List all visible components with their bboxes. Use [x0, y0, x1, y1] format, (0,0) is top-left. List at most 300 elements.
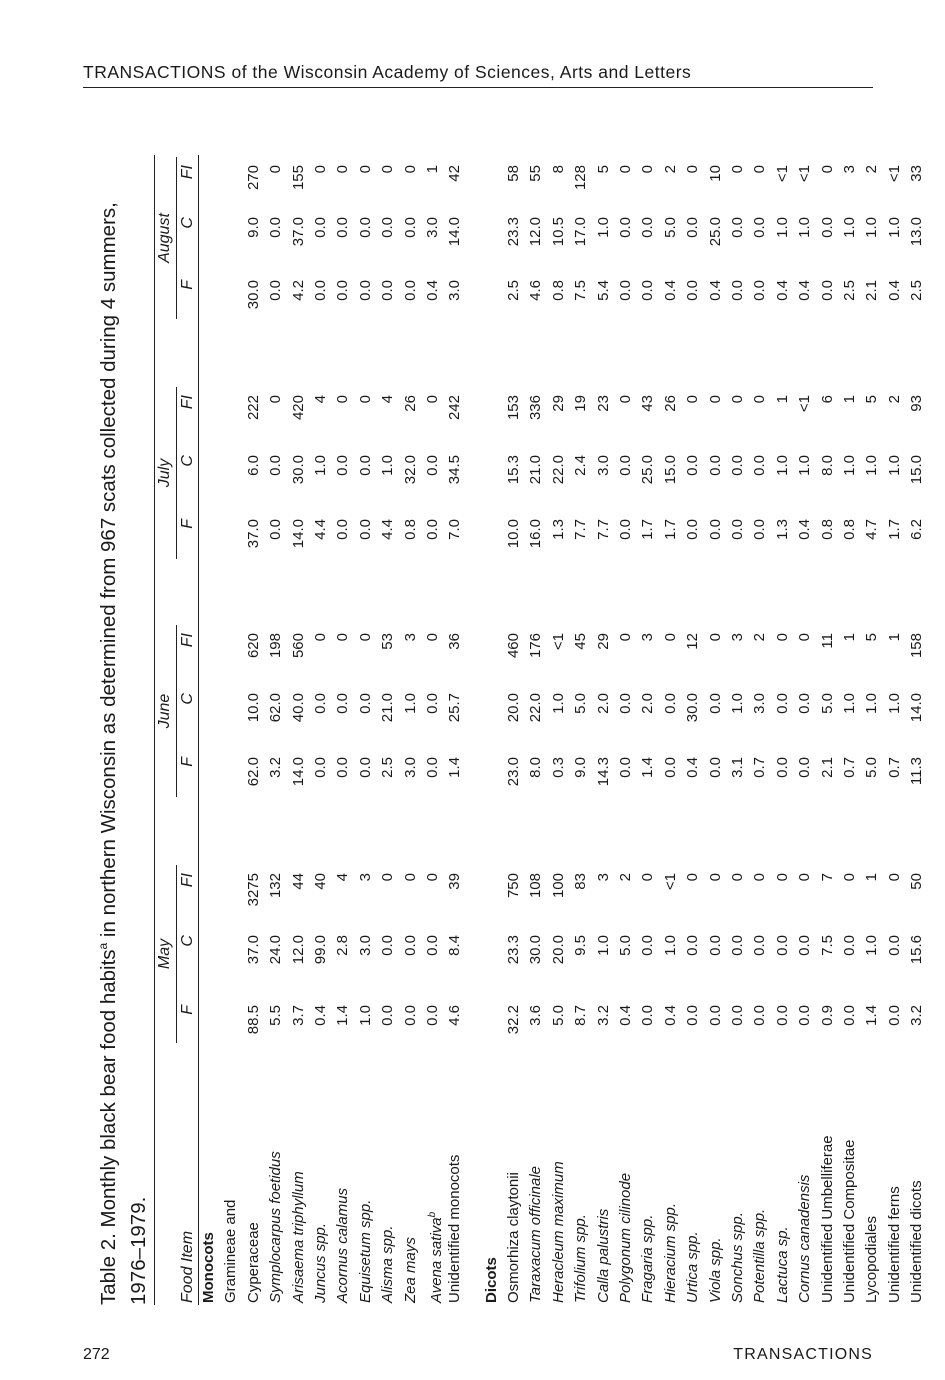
table-cell: 1.0: [549, 693, 567, 714]
table-cell: 158: [908, 633, 926, 659]
food-item-label: [637, 1215, 659, 1303]
food-item-label: [400, 1237, 422, 1303]
table-cell: 14.0: [289, 519, 307, 549]
table-cell: 4: [311, 395, 329, 404]
table-cell: 21.0: [527, 455, 545, 485]
table-cell: <1: [549, 633, 567, 651]
table-cell: 0.0: [728, 935, 746, 956]
table-cell: 4: [334, 873, 352, 882]
table-cell: 0.0: [751, 519, 769, 540]
table-cell: 108: [527, 873, 545, 899]
section-spacer: [467, 155, 481, 1305]
table-cell: 3: [840, 165, 858, 174]
caption-suffix: in northern Wisconsin as determined from 967 scats collected during 4 summers, 1976–1979.: [96, 202, 150, 1305]
table-cell: 0: [639, 165, 657, 174]
table-cell: 2.5: [840, 280, 858, 301]
table-cell: 0.0: [423, 519, 441, 540]
table-cell: 0.0: [617, 519, 635, 540]
table-row: [444, 155, 466, 1305]
table-cell: 32.2: [505, 1005, 523, 1035]
table-row: [288, 155, 310, 1305]
table-cell: 0.0: [334, 757, 352, 778]
table-cell: 1.0: [863, 693, 881, 714]
table-cell: 0.0: [684, 935, 702, 956]
table-cell: 1.0: [885, 455, 903, 476]
table-cell: 0.0: [401, 217, 419, 238]
table-row: [884, 155, 906, 1305]
table-cell: 26: [401, 395, 419, 412]
table-cell: 0.0: [423, 1005, 441, 1026]
table-cell: 2: [617, 873, 635, 882]
food-item-text: Unidentified Umbelliferae: [818, 1135, 836, 1303]
table-cell: 2.8: [334, 935, 352, 956]
table-cell: 0: [267, 395, 285, 404]
food-habits-table: [198, 155, 929, 1305]
table-cell: 15.3: [505, 455, 523, 485]
table-cell: 23.3: [505, 935, 523, 965]
table-cell: 5.0: [572, 693, 590, 714]
column-header: F: [179, 280, 196, 290]
table-cell: 0: [684, 873, 702, 882]
table-cell: 53: [379, 633, 397, 650]
table-row: [705, 155, 727, 1305]
table-cell: 0: [379, 165, 397, 174]
table-cell: 0.0: [684, 217, 702, 238]
table-cell: 0: [617, 395, 635, 404]
table-cell: 0: [818, 165, 836, 174]
table-cell: 44: [289, 873, 307, 890]
table-cell: 0.4: [796, 519, 814, 540]
table-cell: 1.0: [840, 693, 858, 714]
table-cell: 40.0: [289, 693, 307, 723]
table-row: [906, 155, 928, 1305]
table-cell: 460: [505, 633, 523, 659]
table-cell: 5.0: [818, 693, 836, 714]
food-item-text: Gramineae and: [222, 1199, 240, 1303]
table-cell: 8.4: [446, 935, 464, 956]
table-cell: 0.0: [423, 455, 441, 476]
food-item-label: [727, 1212, 749, 1303]
food-item-label: [570, 1214, 592, 1303]
table-cell: 1.0: [863, 935, 881, 956]
food-item-text: Juncus spp.: [311, 1222, 329, 1303]
food-item-text: Dicots: [482, 1257, 500, 1303]
table-cell: 0.0: [379, 1005, 397, 1026]
table-cell: 0.0: [773, 693, 791, 714]
table-row: [310, 155, 332, 1305]
table-cell: 43: [639, 395, 657, 412]
table-cell: 0.0: [639, 935, 657, 956]
table-cell: 0: [423, 395, 441, 404]
table-cell: 83: [572, 873, 590, 890]
table-cell: 7.5: [572, 280, 590, 301]
table-cell: 0: [684, 165, 702, 174]
table-row: [220, 155, 242, 1305]
table-cell: 0: [706, 395, 724, 404]
table-cell: 0: [356, 395, 374, 404]
table-cell: 1.0: [840, 455, 858, 476]
table-cell: 0.0: [617, 280, 635, 301]
table-cell: 5.4: [594, 280, 612, 301]
food-item-text: Calla palustris: [594, 1208, 612, 1303]
table-cell: 0.7: [840, 757, 858, 778]
table-cell: <1: [885, 165, 903, 183]
table-cell: 1.0: [885, 693, 903, 714]
month-group-rule: [176, 625, 177, 797]
table-cell: 242: [446, 395, 464, 421]
table-cell: 1.0: [594, 217, 612, 238]
table-cell: 4.2: [289, 280, 307, 301]
table-cell: 0.0: [796, 693, 814, 714]
table-cell: 8.0: [527, 757, 545, 778]
food-item-label: [906, 1180, 928, 1303]
table-cell: 0.0: [311, 757, 329, 778]
food-item-label: [615, 1173, 637, 1303]
table-cell: 0: [334, 395, 352, 404]
table-cell: 8.7: [572, 1005, 590, 1026]
table-cell: 23: [594, 395, 612, 412]
table-cell: 0.0: [706, 757, 724, 778]
food-item-text: Unidentified dicots: [908, 1180, 926, 1303]
table-cell: 0.0: [661, 757, 679, 778]
table-cell: 0.0: [728, 280, 746, 301]
table-cell: 270: [244, 165, 262, 191]
table-cell: 0: [773, 873, 791, 882]
table-cell: 0: [751, 395, 769, 404]
table-row: [243, 155, 265, 1305]
table-cell: 2.5: [379, 757, 397, 778]
table-cell: 3.1: [728, 757, 746, 778]
food-item-label: [525, 1166, 547, 1303]
table-cell: 0.0: [818, 217, 836, 238]
table-cell: 3.2: [594, 1005, 612, 1026]
table-row: [332, 155, 354, 1305]
table-cell: 0: [661, 633, 679, 642]
table-row: [794, 155, 816, 1305]
table-cell: 3: [401, 633, 419, 642]
table-cell: 1.0: [863, 217, 881, 238]
table-row: [861, 155, 883, 1305]
table-cell: 750: [505, 873, 523, 899]
table-cell: 0.0: [728, 217, 746, 238]
table-cell: 0: [423, 873, 441, 882]
column-header: F: [179, 1005, 196, 1015]
table-cell: 1.4: [863, 1005, 881, 1026]
table-cell: 0.0: [751, 935, 769, 956]
food-item-text: Avena sativa: [427, 1217, 445, 1303]
table-cell: 14.0: [289, 757, 307, 787]
table-cell: 0: [773, 633, 791, 642]
table-cell: 0: [423, 633, 441, 642]
table-cell: 7.5: [818, 935, 836, 956]
table-cell: 0.0: [840, 935, 858, 956]
table-cell: 0: [684, 395, 702, 404]
table-row: [839, 155, 861, 1305]
table-cell: 0.0: [423, 757, 441, 778]
food-item-text: Unidentified monocots: [446, 1154, 464, 1303]
table-cell: 32.0: [401, 455, 419, 485]
food-item-text: Cyperaceae: [244, 1222, 262, 1303]
table-cell: 0.3: [549, 757, 567, 778]
table-cell: 3: [594, 873, 612, 882]
table-cell: 0: [728, 395, 746, 404]
table-cell: 37.0: [289, 217, 307, 247]
table-cell: 23.0: [505, 757, 523, 787]
table-cell: 8: [549, 165, 567, 174]
table-cell: 2.0: [639, 693, 657, 714]
table-cell: 0.0: [356, 757, 374, 778]
table-cell: 0: [796, 633, 814, 642]
table-cell: 50: [908, 873, 926, 890]
caption-footnote-mark: a: [96, 942, 110, 950]
table-cell: 3.0: [446, 280, 464, 301]
table-cell: 0.4: [773, 280, 791, 301]
table-cell: 24.0: [267, 935, 285, 965]
table-cell: 0.0: [885, 1005, 903, 1026]
table-cell: 9.5: [572, 935, 590, 956]
table-cell: 1.0: [773, 455, 791, 476]
food-item-label: [377, 1225, 399, 1303]
table-cell: 12.0: [527, 217, 545, 247]
table-cell: 21.0: [379, 693, 397, 723]
table-cell: 6.0: [244, 455, 262, 476]
food-item-label: [817, 1135, 839, 1303]
food-item-text: Alisma spp.: [379, 1225, 397, 1303]
table-row: [548, 155, 570, 1305]
table-cell: 4.4: [379, 519, 397, 540]
table-cell: 5.0: [863, 757, 881, 778]
table-cell: 1.0: [728, 693, 746, 714]
table-cell: 1.4: [334, 1005, 352, 1026]
table-cell: 3: [728, 633, 746, 642]
table-cell: 9.0: [572, 757, 590, 778]
table-cell: 0.0: [885, 935, 903, 956]
food-item-text: Fragaria spp.: [639, 1214, 657, 1303]
table-cell: 0.0: [706, 455, 724, 476]
table-cell: 0.4: [706, 280, 724, 301]
table-cell: 0.0: [311, 280, 329, 301]
table-cell: 30.0: [684, 693, 702, 723]
table-cell: 1.7: [661, 519, 679, 540]
table-cell: 0.0: [706, 519, 724, 540]
table-cell: 0.8: [818, 519, 836, 540]
table-cell: 6: [818, 395, 836, 404]
food-item-text: Viola spp.: [706, 1237, 724, 1303]
table-cell: 2.4: [572, 455, 590, 476]
table-cell: 0.0: [728, 519, 746, 540]
food-item-label: [682, 1231, 704, 1303]
table-cell: 0.0: [639, 1005, 657, 1026]
month-header: June: [156, 693, 173, 729]
table-cell: 93: [908, 395, 926, 412]
table-cell: 4.6: [446, 1005, 464, 1026]
rotated-table-block: [88, 155, 926, 1305]
food-item-label: [310, 1223, 332, 1303]
food-item-text: Acornus calamus: [334, 1187, 352, 1303]
table-cell: 12: [684, 633, 702, 650]
table-cell: 0: [267, 165, 285, 174]
food-item-text: Lycopodiales: [863, 1215, 881, 1303]
table-cell: 0.0: [661, 693, 679, 714]
table-cell: 0.0: [334, 455, 352, 476]
table-cell: 2: [661, 165, 679, 174]
food-item-label: [220, 1200, 242, 1303]
table-cell: 5: [863, 633, 881, 642]
food-item-text: Zea mays: [401, 1237, 419, 1303]
food-item-label: [548, 1161, 570, 1303]
table-cell: 0: [311, 165, 329, 174]
table-cell: 1.4: [446, 757, 464, 778]
table-row: [355, 155, 377, 1305]
table-cell: 0: [617, 633, 635, 642]
table-cell: 23.3: [505, 217, 523, 247]
table-cell: 30.0: [527, 935, 545, 965]
table-cell: 15.0: [908, 455, 926, 485]
table-cell: 1: [773, 395, 791, 404]
table-cell: 0: [728, 165, 746, 174]
table-cell: 55: [527, 165, 545, 182]
table-cell: 0.0: [356, 280, 374, 301]
table-cell: 17.0: [572, 217, 590, 247]
food-item-text: Monocots: [200, 1232, 217, 1303]
food-item-text: Heracleum maximum: [549, 1161, 567, 1303]
table-cell: 5.0: [661, 217, 679, 238]
table-cell: 34.5: [446, 455, 464, 485]
table-cell: 336: [527, 395, 545, 421]
table-cell: 88.5: [244, 1005, 262, 1035]
table-cell: 0.0: [728, 1005, 746, 1026]
table-cell: 0.4: [661, 280, 679, 301]
table-cell: 0.0: [796, 935, 814, 956]
table-cell: 560: [289, 633, 307, 659]
table-cell: 10: [706, 165, 724, 182]
column-header: F: [179, 519, 196, 529]
table-cell: 14.3: [594, 757, 612, 787]
table-cell: 0.0: [617, 217, 635, 238]
food-item-text: Urtica spp.: [684, 1231, 702, 1303]
section-header-row: [198, 155, 220, 1305]
food-item-text: Cornus canadensis: [796, 1174, 814, 1303]
table-cell: 1.0: [773, 217, 791, 238]
table-cell: 5.5: [267, 1005, 285, 1026]
table-cell: 0.0: [639, 217, 657, 238]
table-cell: 7.0: [446, 519, 464, 540]
food-item-text: Trifolium spp.: [572, 1214, 590, 1303]
table-cell: <1: [796, 395, 814, 413]
table-cell: 25.0: [706, 217, 724, 247]
table-row: [377, 155, 399, 1305]
table-cell: 1.7: [885, 519, 903, 540]
table-cell: 3.7: [289, 1005, 307, 1026]
food-item-label: [794, 1175, 816, 1303]
table-cell: 0.0: [379, 280, 397, 301]
footnote-mark: b: [426, 1211, 438, 1218]
table-cell: 39: [446, 873, 464, 890]
column-header: F: [179, 757, 196, 767]
table-cell: 2: [885, 395, 903, 404]
table-cell: 0: [334, 165, 352, 174]
table-row: [817, 155, 839, 1305]
food-item-text: Arisaema triphyllum: [289, 1171, 307, 1303]
table-cell: 0.0: [401, 280, 419, 301]
table-cell: 0: [401, 873, 419, 882]
table-cell: 222: [244, 395, 262, 421]
table-cell: 19: [572, 395, 590, 412]
table-row: [682, 155, 704, 1305]
month-header: July: [156, 458, 173, 488]
food-item-text: Lactuca sp.: [773, 1226, 791, 1303]
table-cell: 1.0: [311, 455, 329, 476]
table-cell: 3.0: [423, 217, 441, 238]
table-row: [660, 155, 682, 1305]
table-cell: 37.0: [244, 935, 262, 965]
table-cell: 7.7: [594, 519, 612, 540]
table-cell: 0: [311, 633, 329, 642]
food-item-text: Unidentified ferns: [885, 1186, 903, 1303]
table-cell: 0.0: [706, 935, 724, 956]
table-cell: 9.0: [244, 217, 262, 238]
table-cell: 3.2: [908, 1005, 926, 1026]
table-cell: 0: [401, 165, 419, 174]
table-row: [749, 155, 771, 1305]
table-cell: 0.0: [334, 519, 352, 540]
table-cell: 132: [267, 873, 285, 899]
table-cell: <1: [773, 165, 791, 183]
table-cell: 2.1: [863, 280, 881, 301]
table-cell: 0.4: [796, 280, 814, 301]
table-cell: 1.0: [661, 935, 679, 956]
table-cell: 620: [244, 633, 262, 659]
food-item-text: Polygonum cilinode: [617, 1172, 635, 1303]
table-cell: 29: [594, 633, 612, 650]
table-cell: 0.0: [773, 935, 791, 956]
table-cell: 8.0: [818, 455, 836, 476]
table-cell: 15.6: [908, 935, 926, 965]
table-cell: 0.0: [684, 280, 702, 301]
food-item-text: Taraxacum officinale: [527, 1165, 545, 1303]
table-cell: 0.0: [617, 757, 635, 778]
month-header: August: [156, 213, 173, 263]
table-cell: 0.0: [423, 693, 441, 714]
table-cell: 16.0: [527, 519, 545, 549]
header-rule: [83, 87, 873, 88]
table-cell: 11: [818, 633, 836, 649]
table-cell: 99.0: [311, 935, 329, 965]
food-item-label: [660, 1203, 682, 1303]
table-cell: 5: [594, 165, 612, 174]
table-cell: 0.4: [617, 1005, 635, 1026]
table-cell: 0.7: [885, 757, 903, 778]
table-cell: 1: [840, 633, 858, 642]
table-cell: 155: [289, 165, 307, 191]
table-cell: 0.0: [751, 217, 769, 238]
table-cell: 0.0: [401, 935, 419, 956]
table-cell: 3.6: [527, 1005, 545, 1026]
table-cell: 0.0: [728, 455, 746, 476]
table-cell: 2.0: [594, 693, 612, 714]
table-cell: 5: [863, 395, 881, 404]
caption-prefix: Table 2. Monthly black bear food habits: [96, 949, 120, 1305]
table-cell: 1.0: [379, 455, 397, 476]
table-caption: [88, 165, 154, 1305]
table-cell: 128: [572, 165, 590, 191]
table-cell: 0.0: [684, 519, 702, 540]
table-cell: 12.0: [289, 935, 307, 965]
table-cell: 1.3: [549, 519, 567, 540]
month-group-rule: [176, 865, 177, 1043]
table-cell: 13.0: [908, 217, 926, 247]
section-label: [481, 1257, 503, 1303]
